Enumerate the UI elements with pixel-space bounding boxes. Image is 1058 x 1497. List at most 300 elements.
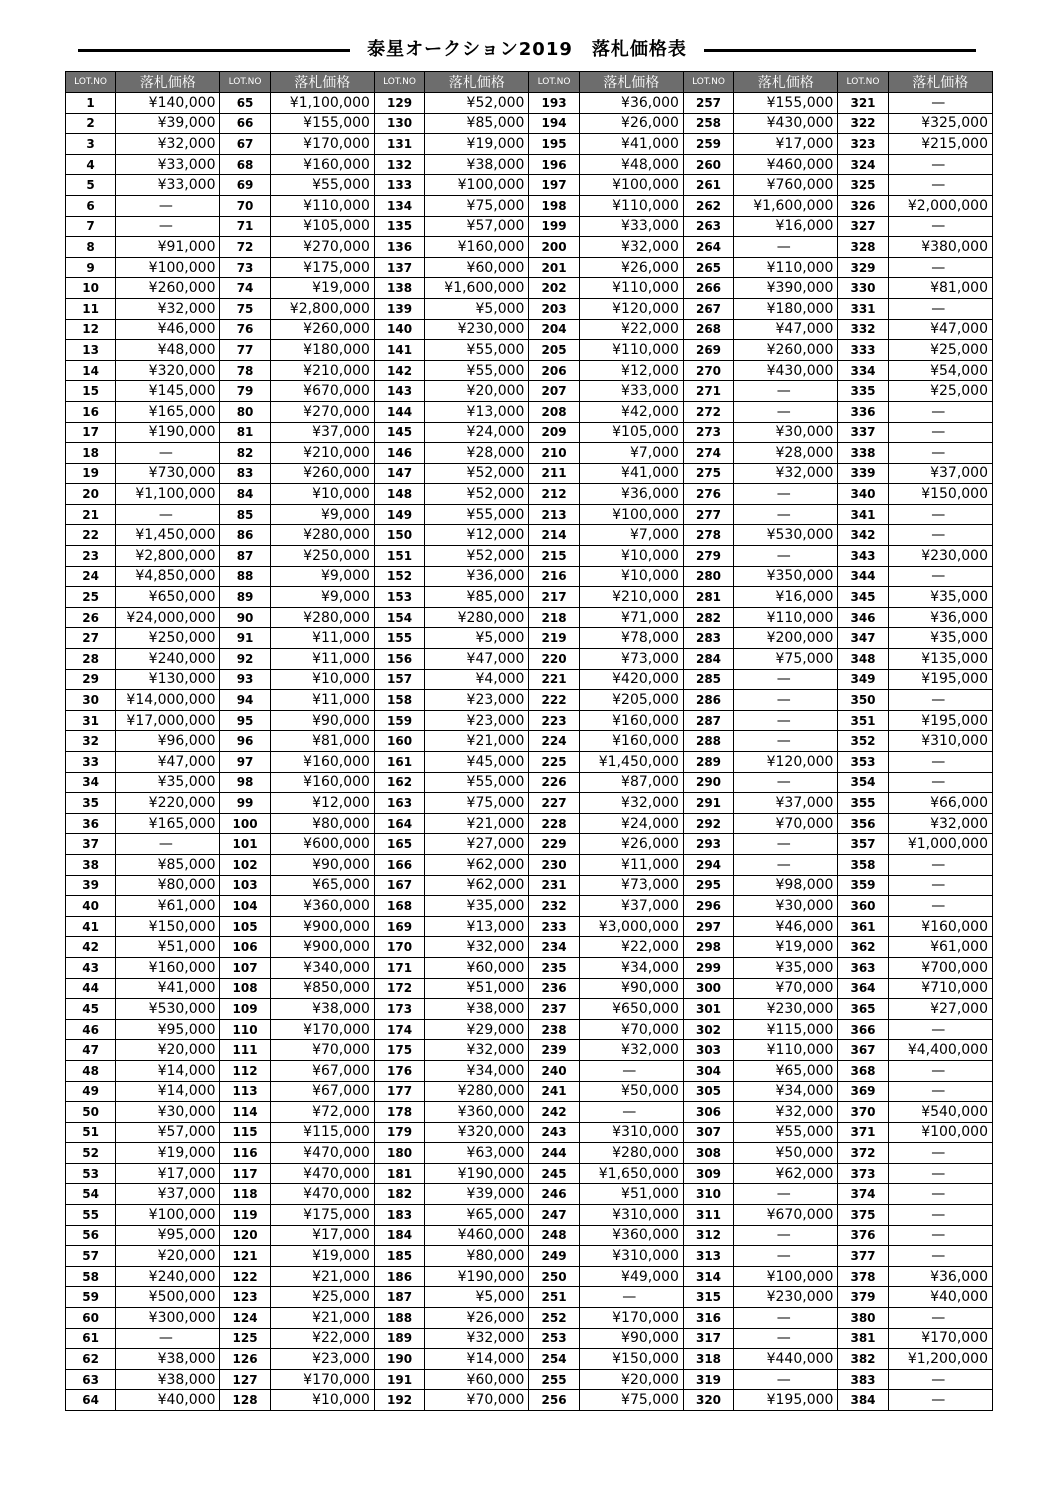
lot-number: 101 <box>220 834 270 855</box>
lot-number: 361 <box>838 916 888 937</box>
lot-number: 155 <box>374 628 424 649</box>
lot-number: 5 <box>66 175 116 196</box>
winning-price: ¥150,000 <box>579 1349 683 1370</box>
winning-price: ¥47,000 <box>888 319 992 340</box>
lot-number: 131 <box>374 134 424 155</box>
lot-number: 64 <box>66 1390 116 1411</box>
lot-number: 324 <box>838 154 888 175</box>
winning-price: ¥60,000 <box>425 257 529 278</box>
lot-number: 270 <box>683 360 733 381</box>
lot-number: 139 <box>374 298 424 319</box>
winning-price: ¥70,000 <box>425 1390 529 1411</box>
winning-price: — <box>888 875 992 896</box>
lot-number: 326 <box>838 195 888 216</box>
winning-price: ¥210,000 <box>270 360 374 381</box>
winning-price: ¥160,000 <box>579 731 683 752</box>
lot-number: 121 <box>220 1246 270 1267</box>
lot-number: 48 <box>66 1060 116 1081</box>
lot-number: 227 <box>529 793 579 814</box>
lot-number: 219 <box>529 628 579 649</box>
lot-number: 16 <box>66 401 116 422</box>
lot-number: 291 <box>683 793 733 814</box>
lot-number: 298 <box>683 937 733 958</box>
lot-number: 235 <box>529 957 579 978</box>
lot-number: 357 <box>838 834 888 855</box>
winning-price: ¥760,000 <box>734 175 838 196</box>
lot-number: 268 <box>683 319 733 340</box>
winning-price: ¥52,000 <box>425 546 529 567</box>
winning-price: — <box>579 1287 683 1308</box>
lot-number: 157 <box>374 669 424 690</box>
lot-number: 224 <box>529 731 579 752</box>
lot-number: 367 <box>838 1040 888 1061</box>
winning-price: ¥27,000 <box>888 999 992 1020</box>
winning-price: ¥470,000 <box>270 1163 374 1184</box>
winning-price: ¥1,100,000 <box>116 484 220 505</box>
winning-price: — <box>734 504 838 525</box>
winning-price: — <box>888 1060 992 1081</box>
winning-price: ¥20,000 <box>116 1246 220 1267</box>
table-row <box>66 278 993 299</box>
lot-number: 345 <box>838 587 888 608</box>
winning-price: — <box>888 1163 992 1184</box>
lot-number: 11 <box>66 298 116 319</box>
winning-price: — <box>888 1143 992 1164</box>
lot-number: 176 <box>374 1060 424 1081</box>
winning-price: ¥32,000 <box>425 937 529 958</box>
winning-price: ¥17,000 <box>116 1163 220 1184</box>
winning-price: ¥25,000 <box>888 340 992 361</box>
winning-price: ¥41,000 <box>116 978 220 999</box>
lot-number: 374 <box>838 1184 888 1205</box>
table-row <box>66 957 993 978</box>
winning-price: ¥26,000 <box>579 257 683 278</box>
results-table <box>65 71 993 1411</box>
winning-price: ¥230,000 <box>425 319 529 340</box>
winning-price: ¥21,000 <box>425 731 529 752</box>
winning-price: ¥19,000 <box>116 1143 220 1164</box>
winning-price: ¥14,000,000 <box>116 690 220 711</box>
lot-number: 301 <box>683 999 733 1020</box>
winning-price: ¥38,000 <box>425 154 529 175</box>
winning-price: ¥215,000 <box>888 134 992 155</box>
winning-price: ¥33,000 <box>579 216 683 237</box>
lot-number: 305 <box>683 1081 733 1102</box>
winning-price: ¥22,000 <box>579 319 683 340</box>
lot-number: 269 <box>683 340 733 361</box>
winning-price: ¥310,000 <box>888 731 992 752</box>
winning-price: ¥100,000 <box>734 1266 838 1287</box>
lot-number: 187 <box>374 1287 424 1308</box>
winning-price: ¥320,000 <box>425 1122 529 1143</box>
winning-price: ¥19,000 <box>270 278 374 299</box>
lot-number: 85 <box>220 504 270 525</box>
winning-price: ¥62,000 <box>425 875 529 896</box>
winning-price: ¥38,000 <box>116 1349 220 1370</box>
lot-number: 181 <box>374 1163 424 1184</box>
winning-price: ¥13,000 <box>425 401 529 422</box>
lot-number: 108 <box>220 978 270 999</box>
winning-price: — <box>888 752 992 773</box>
winning-price: ¥670,000 <box>734 1205 838 1226</box>
winning-price: ¥21,000 <box>425 813 529 834</box>
lot-number: 369 <box>838 1081 888 1102</box>
lot-number: 136 <box>374 237 424 258</box>
winning-price: ¥160,000 <box>270 772 374 793</box>
lot-number: 225 <box>529 752 579 773</box>
lot-number: 236 <box>529 978 579 999</box>
winning-price: ¥39,000 <box>425 1184 529 1205</box>
winning-price: ¥32,000 <box>425 1040 529 1061</box>
winning-price: ¥390,000 <box>734 278 838 299</box>
winning-price: — <box>734 1246 838 1267</box>
lot-number: 209 <box>529 422 579 443</box>
winning-price: ¥7,000 <box>579 525 683 546</box>
lot-number: 220 <box>529 649 579 670</box>
lot-number: 82 <box>220 443 270 464</box>
header-lot-no: LOT.NO <box>529 72 579 93</box>
winning-price: ¥62,000 <box>734 1163 838 1184</box>
lot-number: 125 <box>220 1328 270 1349</box>
winning-price: ¥850,000 <box>270 978 374 999</box>
winning-price: ¥55,000 <box>734 1122 838 1143</box>
lot-number: 56 <box>66 1225 116 1246</box>
winning-price: ¥60,000 <box>425 957 529 978</box>
table-row <box>66 1287 993 1308</box>
winning-price: ¥10,000 <box>270 1390 374 1411</box>
lot-number: 352 <box>838 731 888 752</box>
lot-number: 229 <box>529 834 579 855</box>
winning-price: ¥180,000 <box>270 340 374 361</box>
winning-price: ¥90,000 <box>270 710 374 731</box>
winning-price: ¥23,000 <box>270 1349 374 1370</box>
winning-price: ¥52,000 <box>425 93 529 114</box>
winning-price: ¥3,000,000 <box>579 916 683 937</box>
winning-price: — <box>888 1019 992 1040</box>
winning-price: — <box>888 1308 992 1329</box>
winning-price: ¥110,000 <box>579 278 683 299</box>
lot-number: 375 <box>838 1205 888 1226</box>
winning-price: ¥14,000 <box>116 1081 220 1102</box>
winning-price: — <box>888 525 992 546</box>
winning-price: ¥190,000 <box>425 1163 529 1184</box>
lot-number: 164 <box>374 813 424 834</box>
lot-number: 212 <box>529 484 579 505</box>
winning-price: ¥700,000 <box>888 957 992 978</box>
winning-price: ¥10,000 <box>270 484 374 505</box>
winning-price: ¥65,000 <box>425 1205 529 1226</box>
lot-number: 351 <box>838 710 888 731</box>
lot-number: 24 <box>66 566 116 587</box>
winning-price: ¥81,000 <box>888 278 992 299</box>
lot-number: 140 <box>374 319 424 340</box>
lot-number: 370 <box>838 1102 888 1123</box>
winning-price: ¥46,000 <box>116 319 220 340</box>
winning-price: — <box>888 175 992 196</box>
lot-number: 54 <box>66 1184 116 1205</box>
winning-price: — <box>734 1225 838 1246</box>
table-row <box>66 216 993 237</box>
lot-number: 382 <box>838 1349 888 1370</box>
winning-price: — <box>888 690 992 711</box>
lot-number: 151 <box>374 546 424 567</box>
winning-price: ¥40,000 <box>116 1390 220 1411</box>
lot-number: 365 <box>838 999 888 1020</box>
winning-price: ¥34,000 <box>734 1081 838 1102</box>
lot-number: 179 <box>374 1122 424 1143</box>
lot-number: 66 <box>220 113 270 134</box>
lot-number: 183 <box>374 1205 424 1226</box>
lot-number: 232 <box>529 896 579 917</box>
winning-price: ¥52,000 <box>425 463 529 484</box>
lot-number: 341 <box>838 504 888 525</box>
lot-number: 279 <box>683 546 733 567</box>
winning-price: ¥1,650,000 <box>579 1163 683 1184</box>
table-row <box>66 690 993 711</box>
lot-number: 75 <box>220 298 270 319</box>
lot-number: 334 <box>838 360 888 381</box>
winning-price: ¥710,000 <box>888 978 992 999</box>
lot-number: 128 <box>220 1390 270 1411</box>
winning-price: — <box>734 1369 838 1390</box>
winning-price: — <box>116 504 220 525</box>
winning-price: ¥160,000 <box>116 957 220 978</box>
lot-number: 237 <box>529 999 579 1020</box>
winning-price: ¥48,000 <box>579 154 683 175</box>
winning-price: ¥61,000 <box>116 896 220 917</box>
lot-number: 22 <box>66 525 116 546</box>
lot-number: 221 <box>529 669 579 690</box>
winning-price: ¥70,000 <box>734 813 838 834</box>
table-row <box>66 813 993 834</box>
table-row <box>66 525 993 546</box>
winning-price: ¥195,000 <box>888 710 992 731</box>
lot-number: 358 <box>838 854 888 875</box>
table-row <box>66 854 993 875</box>
winning-price: ¥5,000 <box>425 628 529 649</box>
lot-number: 73 <box>220 257 270 278</box>
winning-price: ¥105,000 <box>579 422 683 443</box>
winning-price: ¥5,000 <box>425 298 529 319</box>
table-row <box>66 607 993 628</box>
winning-price: ¥41,000 <box>579 134 683 155</box>
winning-price: ¥39,000 <box>116 113 220 134</box>
lot-number: 267 <box>683 298 733 319</box>
winning-price: ¥47,000 <box>734 319 838 340</box>
winning-price: ¥24,000 <box>425 422 529 443</box>
winning-price: ¥180,000 <box>734 298 838 319</box>
lot-number: 273 <box>683 422 733 443</box>
winning-price: ¥200,000 <box>734 628 838 649</box>
winning-price: ¥32,000 <box>425 1328 529 1349</box>
winning-price: — <box>116 443 220 464</box>
lot-number: 165 <box>374 834 424 855</box>
header-lot-no: LOT.NO <box>220 72 270 93</box>
lot-number: 266 <box>683 278 733 299</box>
winning-price: ¥80,000 <box>270 813 374 834</box>
lot-number: 172 <box>374 978 424 999</box>
lot-number: 76 <box>220 319 270 340</box>
winning-price: — <box>888 566 992 587</box>
winning-price: ¥175,000 <box>270 257 374 278</box>
lot-number: 274 <box>683 443 733 464</box>
lot-number: 319 <box>683 1369 733 1390</box>
lot-number: 197 <box>529 175 579 196</box>
winning-price: ¥360,000 <box>425 1102 529 1123</box>
winning-price: ¥19,000 <box>425 134 529 155</box>
header-lot-no: LOT.NO <box>683 72 733 93</box>
winning-price: — <box>888 896 992 917</box>
lot-number: 44 <box>66 978 116 999</box>
lot-number: 173 <box>374 999 424 1020</box>
lot-number: 118 <box>220 1184 270 1205</box>
winning-price: ¥160,000 <box>270 752 374 773</box>
lot-number: 243 <box>529 1122 579 1143</box>
winning-price: ¥80,000 <box>425 1246 529 1267</box>
lot-number: 383 <box>838 1369 888 1390</box>
winning-price: ¥85,000 <box>425 113 529 134</box>
table-row <box>66 463 993 484</box>
lot-number: 342 <box>838 525 888 546</box>
winning-price: ¥115,000 <box>270 1122 374 1143</box>
winning-price: ¥230,000 <box>734 999 838 1020</box>
winning-price: ¥270,000 <box>270 237 374 258</box>
lot-number: 368 <box>838 1060 888 1081</box>
header-row <box>66 72 993 93</box>
lot-number: 129 <box>374 93 424 114</box>
winning-price: ¥20,000 <box>579 1369 683 1390</box>
winning-price: ¥1,200,000 <box>888 1349 992 1370</box>
winning-price: ¥37,000 <box>116 1184 220 1205</box>
winning-price: ¥270,000 <box>270 401 374 422</box>
lot-number: 191 <box>374 1369 424 1390</box>
winning-price: ¥100,000 <box>888 1122 992 1143</box>
winning-price: ¥35,000 <box>888 628 992 649</box>
table-row <box>66 1205 993 1226</box>
lot-number: 354 <box>838 772 888 793</box>
winning-price: ¥12,000 <box>270 793 374 814</box>
lot-number: 33 <box>66 752 116 773</box>
lot-number: 347 <box>838 628 888 649</box>
lot-number: 315 <box>683 1287 733 1308</box>
lot-number: 348 <box>838 649 888 670</box>
title-rule-left <box>78 49 350 52</box>
lot-number: 259 <box>683 134 733 155</box>
table-row <box>66 1143 993 1164</box>
lot-number: 50 <box>66 1102 116 1123</box>
winning-price: ¥100,000 <box>425 175 529 196</box>
lot-number: 184 <box>374 1225 424 1246</box>
winning-price: ¥11,000 <box>579 854 683 875</box>
winning-price: ¥2,800,000 <box>270 298 374 319</box>
table-row <box>66 134 993 155</box>
lot-number: 205 <box>529 340 579 361</box>
lot-number: 214 <box>529 525 579 546</box>
lot-number: 49 <box>66 1081 116 1102</box>
lot-number: 260 <box>683 154 733 175</box>
lot-number: 317 <box>683 1328 733 1349</box>
winning-price: ¥29,000 <box>425 1019 529 1040</box>
table-row <box>66 1308 993 1329</box>
winning-price: ¥36,000 <box>579 93 683 114</box>
winning-price: ¥52,000 <box>425 484 529 505</box>
table-row <box>66 649 993 670</box>
winning-price: ¥50,000 <box>734 1143 838 1164</box>
winning-price: ¥38,000 <box>270 999 374 1020</box>
winning-price: — <box>888 257 992 278</box>
winning-price: ¥12,000 <box>579 360 683 381</box>
winning-price: ¥7,000 <box>579 443 683 464</box>
table-row <box>66 1246 993 1267</box>
table-row <box>66 1102 993 1123</box>
winning-price: ¥13,000 <box>425 916 529 937</box>
table-row <box>66 1040 993 1061</box>
header-price: 落札価格 <box>579 72 683 93</box>
lot-number: 350 <box>838 690 888 711</box>
lot-number: 150 <box>374 525 424 546</box>
lot-number: 343 <box>838 546 888 567</box>
table-row <box>66 978 993 999</box>
lot-number: 246 <box>529 1184 579 1205</box>
lot-number: 312 <box>683 1225 733 1246</box>
winning-price: ¥38,000 <box>425 999 529 1020</box>
lot-number: 36 <box>66 813 116 834</box>
lot-number: 145 <box>374 422 424 443</box>
lot-number: 238 <box>529 1019 579 1040</box>
winning-price: ¥420,000 <box>579 669 683 690</box>
winning-price: ¥40,000 <box>888 1287 992 1308</box>
table-row <box>66 1349 993 1370</box>
winning-price: ¥310,000 <box>579 1246 683 1267</box>
lot-number: 288 <box>683 731 733 752</box>
lot-number: 207 <box>529 381 579 402</box>
winning-price: ¥90,000 <box>579 978 683 999</box>
lot-number: 255 <box>529 1369 579 1390</box>
lot-number: 171 <box>374 957 424 978</box>
header-lot-no: LOT.NO <box>374 72 424 93</box>
lot-number: 31 <box>66 710 116 731</box>
header-lot-no: LOT.NO <box>838 72 888 93</box>
lot-number: 203 <box>529 298 579 319</box>
winning-price: ¥55,000 <box>425 360 529 381</box>
winning-price: ¥210,000 <box>270 443 374 464</box>
winning-price: ¥14,000 <box>116 1060 220 1081</box>
lot-number: 302 <box>683 1019 733 1040</box>
lot-number: 106 <box>220 937 270 958</box>
lot-number: 323 <box>838 134 888 155</box>
winning-price: ¥10,000 <box>579 566 683 587</box>
lot-number: 340 <box>838 484 888 505</box>
lot-number: 349 <box>838 669 888 690</box>
lot-number: 116 <box>220 1143 270 1164</box>
lot-number: 258 <box>683 113 733 134</box>
table-row <box>66 793 993 814</box>
winning-price: ¥100,000 <box>116 257 220 278</box>
winning-price: ¥32,000 <box>579 237 683 258</box>
lot-number: 189 <box>374 1328 424 1349</box>
winning-price: — <box>888 1081 992 1102</box>
lot-number: 52 <box>66 1143 116 1164</box>
lot-number: 239 <box>529 1040 579 1061</box>
winning-price: ¥57,000 <box>425 216 529 237</box>
winning-price: ¥70,000 <box>734 978 838 999</box>
winning-price: ¥38,000 <box>116 1369 220 1390</box>
lot-number: 335 <box>838 381 888 402</box>
lot-number: 222 <box>529 690 579 711</box>
winning-price: — <box>734 1328 838 1349</box>
table-row <box>66 401 993 422</box>
winning-price: ¥55,000 <box>425 340 529 361</box>
